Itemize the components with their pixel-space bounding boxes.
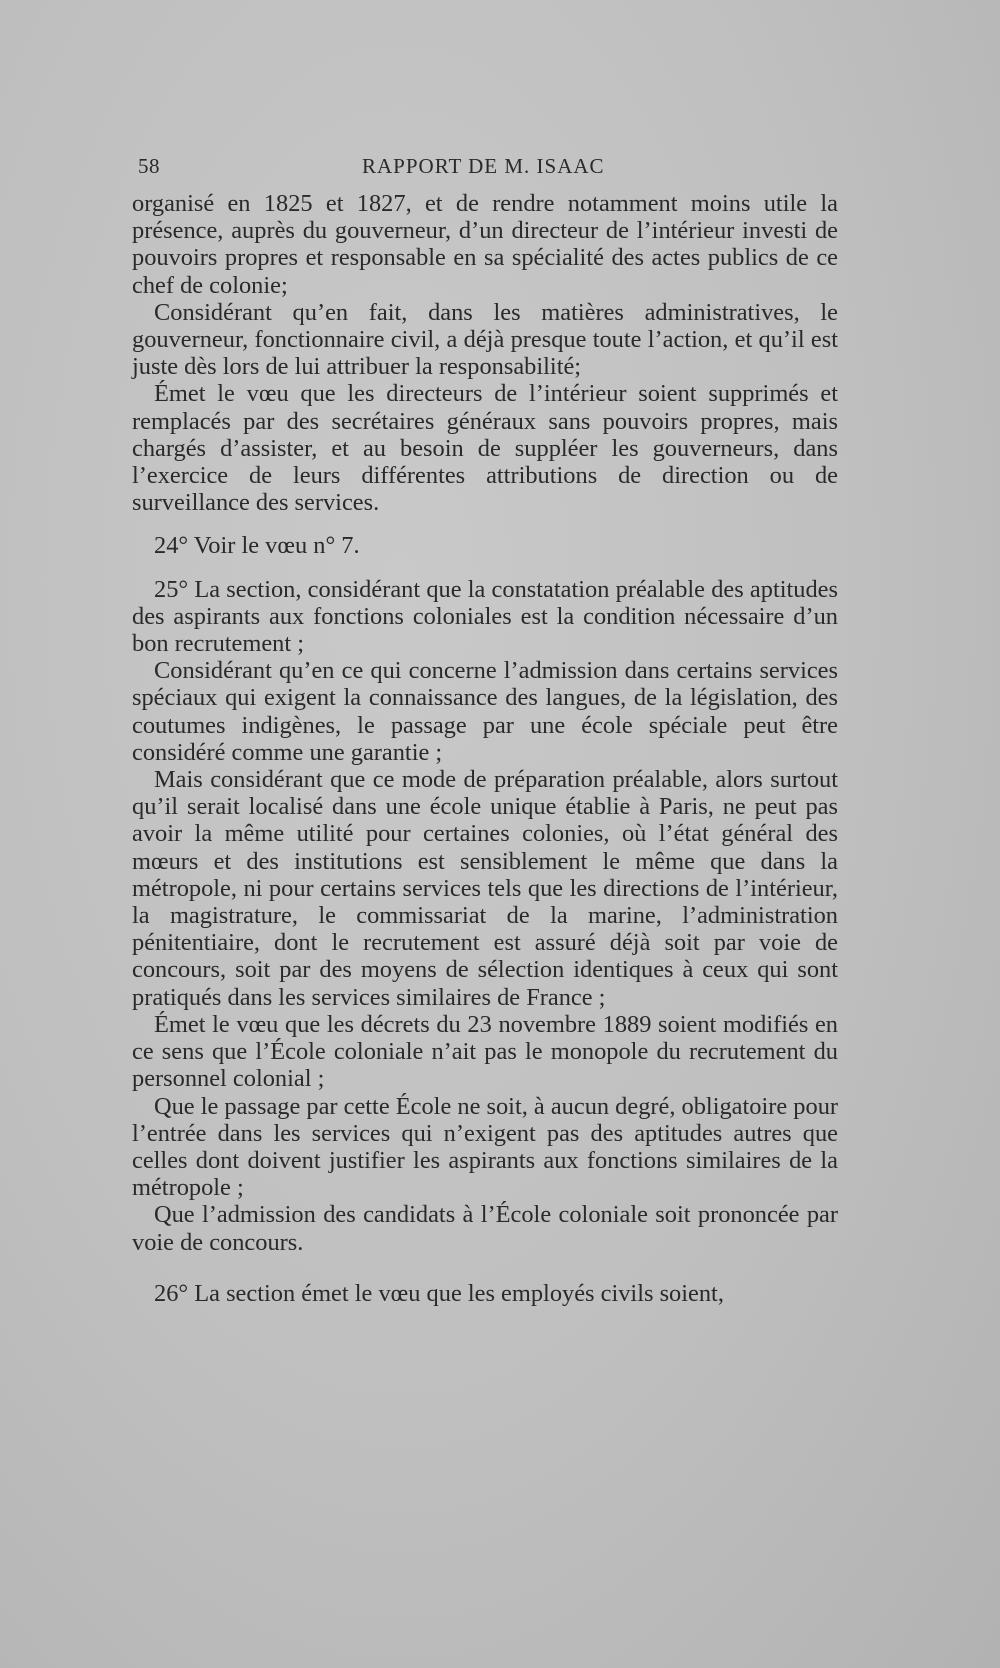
page-header — [138, 154, 838, 184]
paragraph: Que l’admission des candidats à l’École coloniale soit prononcée par voie de concours. — [132, 1201, 838, 1256]
paragraph-item-24: 24° Voir le vœu n° 7. — [154, 532, 360, 560]
paragraph: organisé en 1825 et 1827, et de rendre notamment moins utile la présence, auprès du gouverneur, d’un directeur de l’intérieur investi de pouvoirs propres et responsable en sa spécialité des actes publics de ce chef de colonie; — [132, 190, 838, 299]
paragraph: Émet le vœu que les décrets du 23 novembre 1889 soient modifiés en ce sens que l’École coloniale n’ait pas le monopole du recrutement du personnel colonial ; — [132, 1010, 838, 1093]
page-number: 58 — [138, 154, 160, 178]
paragraph-item-25: 25° La section, considérant que la constatation préalable des aptitudes des aspirants aux fonctions coloniales est la condition nécessaire d’un bon recrutement ; — [132, 575, 838, 658]
paragraph: Considérant qu’en fait, dans les matières administratives, le gouverneur, fonctionnaire civil, a déjà presque toute l’action, et qu’il est juste dès lors de lui attribuer la responsabilité; — [132, 298, 838, 381]
paragraph: Que le passage par cette École ne soit, à aucun degré, obligatoire pour l’entrée dans les services qui n’exigent pas des aptitudes autres que celles dont doivent justifier les aspirants aux fonctions similaires de la métropole ; — [132, 1092, 839, 1202]
running-title: RAPPORT DE M. ISAAC — [362, 154, 605, 178]
paragraph: Mais considérant que ce mode de préparation préalable, alors surtout qu’il serait localisé dans une école unique établie à Paris, ne peut pas avoir la même utilité pour certaines colonies, où l’état général des mœurs et des institutions est sensiblement le même que dans la métropole, ni pour certains services tels que les directions de l’intérieur, la magistrature, le commissariat de la marine, l’administration pénitentiaire, dont le recrutement est assuré déjà soit par voie de concours, soit par des moyens de sélection identiques à ceux qui sont pratiqués dans les services similaires de France ; — [132, 766, 838, 1011]
paragraph: Considérant qu’en ce qui concerne l’admission dans certains services spéciaux qui exigent la connaissance des langues, de la législation, des coutumes indigènes, le passage par une école spéciale peut être considéré comme une garantie ; — [132, 657, 838, 766]
paragraph: Émet le vœu que les directeurs de l’intérieur soient supprimés et remplacés par des secrétaires généraux sans pouvoirs propres, mais chargés d’assister, et au besoin de suppléer les gouverneurs, dans l’exercice de leurs différentes attributions de direction ou de surveillance des services. — [132, 380, 838, 517]
paragraph-item-26: 26° La section émet le vœu que les employés civils soient, — [154, 1279, 724, 1307]
body-text — [132, 190, 838, 1307]
